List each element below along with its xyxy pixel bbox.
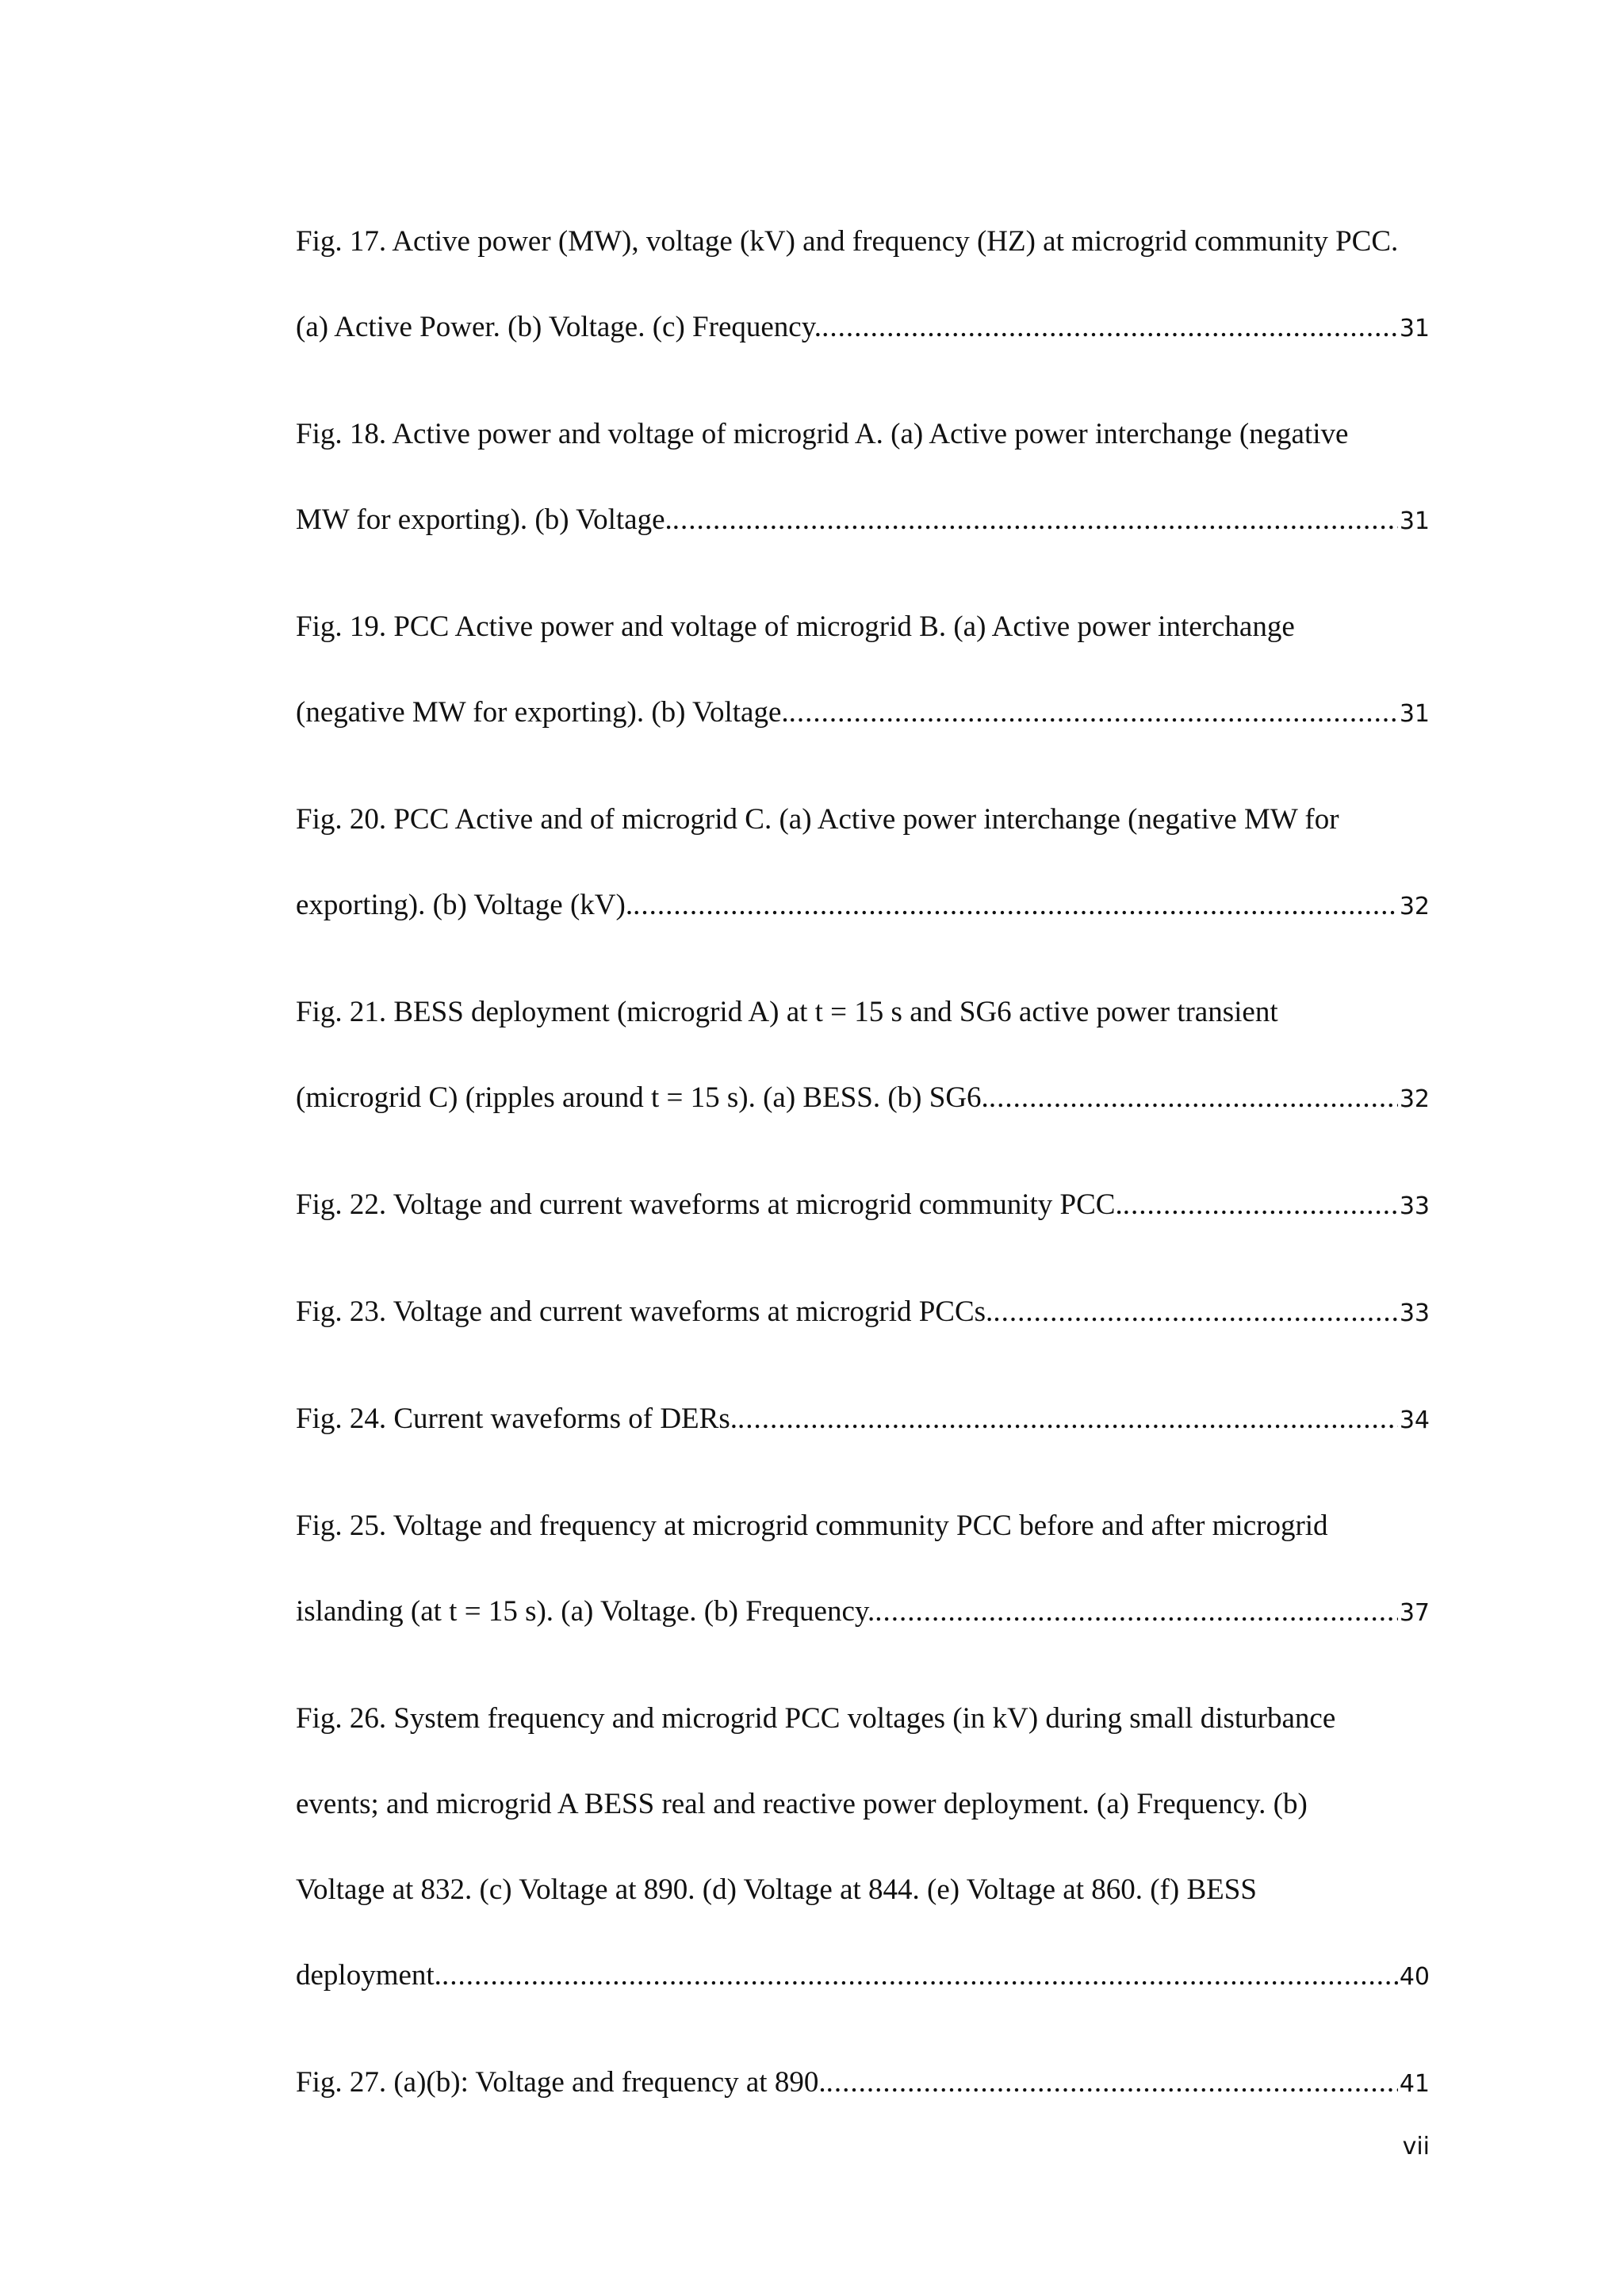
figure-page-number: 31 (1399, 700, 1430, 728)
figure-page-number: 37 (1399, 1599, 1430, 1627)
figure-caption-text: Fig. 23. Voltage and current waveforms at microgrid PCCs. (296, 1295, 994, 1328)
dot-leader (875, 1582, 1398, 1641)
figure-page-number: 40 (1399, 1963, 1430, 1991)
dot-leader (789, 683, 1398, 742)
figure-entry-line: Fig. 17. Active power (MW), voltage (kV) and frequency (HZ) at microgrid community PCC. (296, 225, 1399, 258)
dot-leader (1123, 1176, 1398, 1234)
figure-entry-last-line (296, 298, 1430, 405)
figure-entry (296, 983, 1430, 1176)
figure-entry (296, 790, 1430, 983)
dot-leader (737, 1390, 1398, 1448)
figure-entry (296, 1283, 1430, 1390)
figure-entry (296, 1497, 1430, 1689)
figure-entry-line: Fig. 26. System frequency and microgrid PCC voltages (in kV) during small disturbance (296, 1702, 1336, 1735)
figure-entry (296, 405, 1430, 598)
figure-caption-text: MW for exporting). (b) Voltage. (296, 503, 672, 536)
figure-caption-text: Fig. 27. (a)(b): Voltage and frequency at 890. (296, 2066, 826, 2099)
dot-leader (822, 298, 1398, 357)
figure-entry-last-line (296, 683, 1430, 790)
figure-entry-line: events; and microgrid A BESS real and reactive power deployment. (a) Frequency. (b) (296, 1788, 1308, 1820)
figure-entry-line: Fig. 18. Active power and voltage of microgrid A. (a) Active power interchange (negative (296, 418, 1349, 450)
figure-entry-line: Fig. 19. PCC Active power and voltage of microgrid B. (a) Active power interchange (296, 610, 1295, 643)
figure-page-number: 32 (1399, 893, 1430, 920)
figure-page-number: 33 (1399, 1192, 1430, 1220)
figure-entry-line: Fig. 25. Voltage and frequency at microgrid community PCC before and after microgrid (296, 1510, 1328, 1542)
figure-caption-text: (a) Active Power. (b) Voltage. (c) Frequency. (296, 311, 822, 343)
dot-leader (442, 1946, 1398, 2005)
figure-page-number: 34 (1399, 1406, 1430, 1434)
dot-leader (633, 876, 1398, 935)
list-of-figures (296, 212, 1430, 2160)
figure-entry-last-line (296, 1176, 1430, 1283)
figure-caption-text: (negative MW for exporting). (b) Voltage. (296, 696, 789, 729)
figure-page-number: 31 (1399, 507, 1430, 535)
figure-page-number: 32 (1399, 1085, 1430, 1113)
figure-entry-line: Fig. 21. BESS deployment (microgrid A) at t = 15 s and SG6 active power transient (296, 996, 1278, 1028)
dot-leader (672, 491, 1398, 549)
dot-leader (993, 1283, 1398, 1341)
page-number: vii (1402, 2133, 1430, 2160)
figure-caption-text: islanding (at t = 15 s). (a) Voltage. (b) Frequency. (296, 1595, 875, 1628)
figure-entry-last-line (296, 1582, 1430, 1689)
figure-page-number: 33 (1399, 1299, 1430, 1327)
dot-leader (989, 1069, 1398, 1127)
figure-page-number: 31 (1399, 315, 1430, 342)
figure-entry-last-line (296, 1390, 1430, 1497)
figure-entry-last-line (296, 2053, 1430, 2160)
figure-caption-text: Fig. 22. Voltage and current waveforms at microgrid community PCC. (296, 1188, 1123, 1221)
figure-entry-last-line (296, 491, 1430, 598)
figure-entry-last-line (296, 876, 1430, 983)
figure-entry (296, 1390, 1430, 1497)
figure-entry (296, 1176, 1430, 1283)
figure-entry-line: Voltage at 832. (c) Voltage at 890. (d) Voltage at 844. (e) Voltage at 860. (f) BESS (296, 1873, 1257, 1906)
figure-page-number: 41 (1399, 2070, 1430, 2098)
dot-leader (826, 2053, 1398, 2112)
figure-caption-text: exporting). (b) Voltage (kV). (296, 889, 634, 921)
figure-entry (296, 2053, 1430, 2160)
figure-caption-text: deployment. (296, 1959, 442, 1992)
figure-caption-text: Fig. 24. Current waveforms of DERs. (296, 1402, 737, 1435)
figure-entry-line: Fig. 20. PCC Active and of microgrid C. (a) Active power interchange (negative MW for (296, 803, 1339, 836)
figure-entry (296, 598, 1430, 790)
figure-entry-last-line (296, 1283, 1430, 1390)
figure-entry-last-line (296, 1069, 1430, 1176)
figure-entry (296, 1689, 1430, 2053)
figure-entry-last-line (296, 1946, 1430, 2053)
figure-entry (296, 212, 1430, 405)
figure-caption-text: (microgrid C) (ripples around t = 15 s). (a) BESS. (b) SG6. (296, 1081, 989, 1114)
